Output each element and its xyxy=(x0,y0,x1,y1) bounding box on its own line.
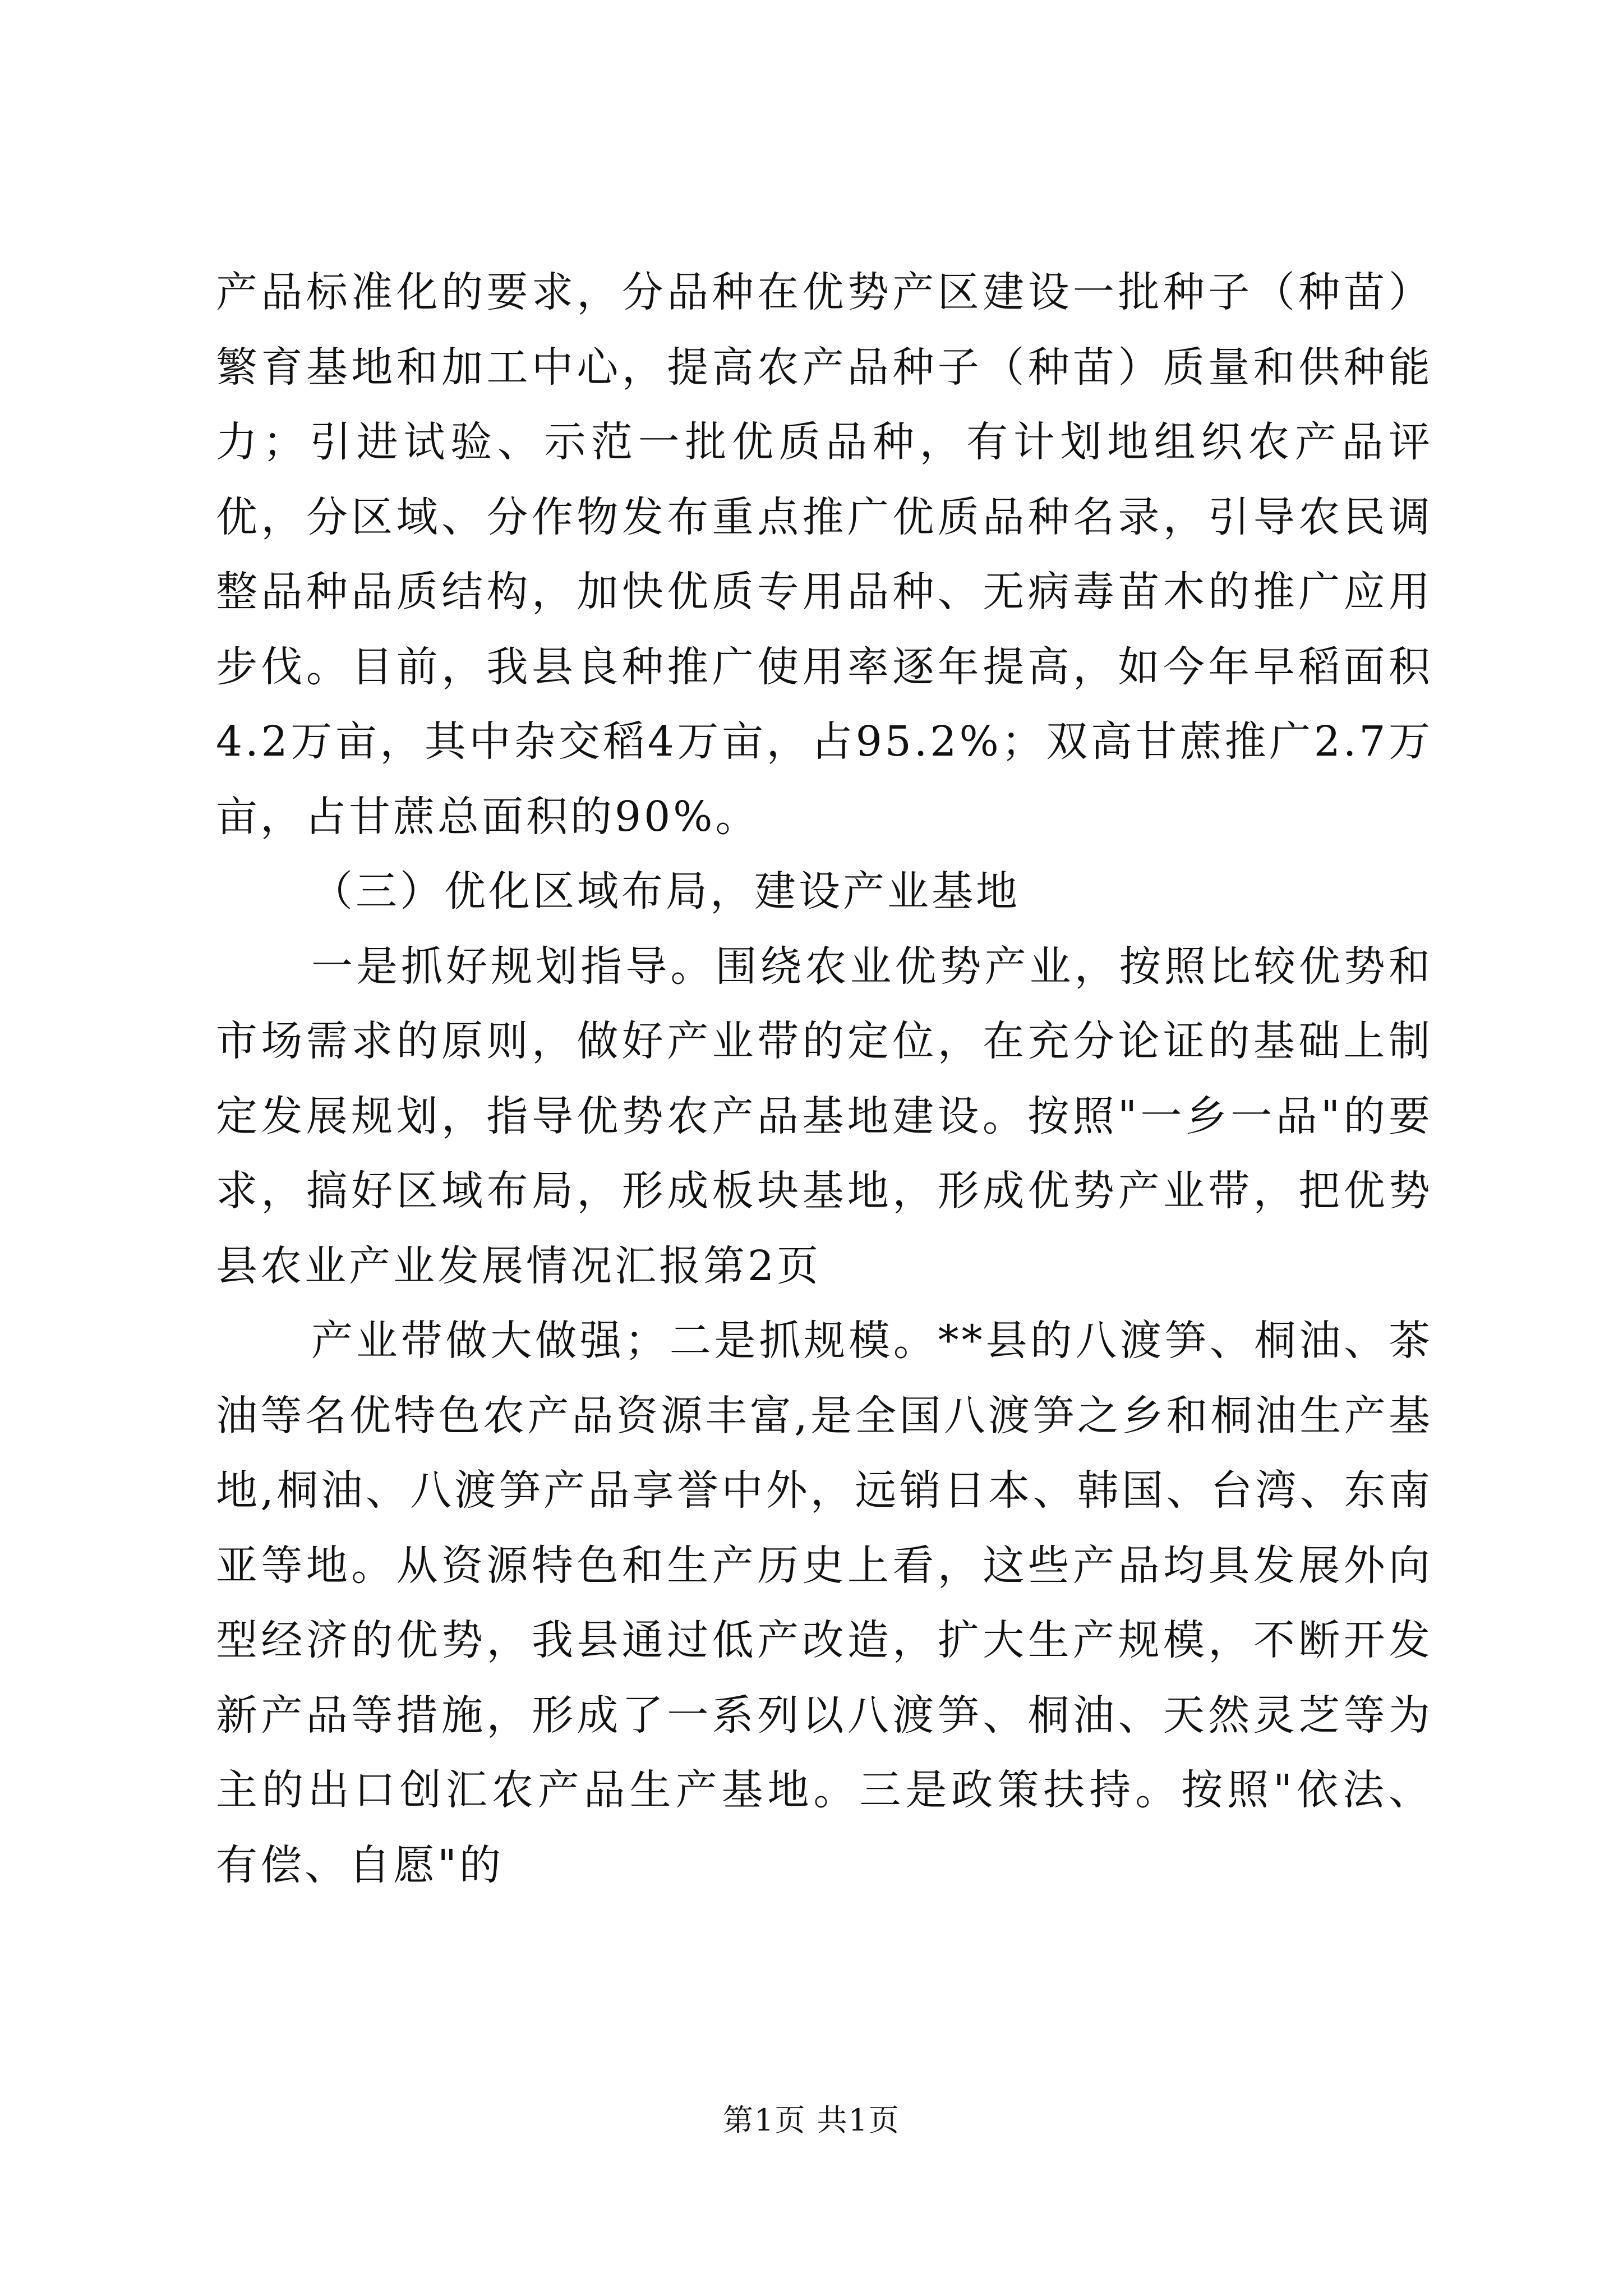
paragraph-scale-and-policy: 产业带做大做强；二是抓规模。**县的八渡笋、桐油、茶油等名优特色农产品资源丰富,是全国八渡笋之乡和桐油生产基地,桐油、八渡笋产品享誉中外，远销日本、韩国、台湾、东南亚等地。从资源特色和生产历史上看，这些产品均具发展外向型经济的优势，我县通过低产改造，扩大生产规模，不断开发新产品等措施，形成了一系列以八渡笋、桐油、天然灵芝等为主的出口创汇农产品生产基地。三是政策扶持。按照"依法、有偿、自愿"的 xyxy=(216,1317,1433,1889)
section-heading-regional-layout: （三）优化区域布局，建设产业基地 xyxy=(311,867,1020,915)
document-body xyxy=(216,255,1433,1903)
paragraph-seed-quality: 产品标准化的要求，分品种在优势产区建设一批种子（种苗）繁育基地和加工中心，提高农产品种子（种苗）质量和供种能力；引进试验、示范一批优质品种，有计划地组织农产品评优，分区域、分作物发布重点推广优质品种名录，引导农民调整品种品质结构，加快优质专用品种、无病毒苗木的推广应用步伐。目前，我县良种推广使用率逐年提高，如今年早稻面积4.2万亩，其中杂交稻4万亩，占95.2%；双高甘蔗推广2.7万亩，占甘蔗总面积的90%。 xyxy=(216,268,1433,841)
paragraph-planning-guidance: 一是抓好规划指导。围绕农业优势产业，按照比较优势和市场需求的原则，做好产业带的定位，在充分论证的基础上制定发展规划，指导优势农产品基地建设。按照"一乡一品"的要求，搞好区域布局，形成板块基地，形成优势产业带，把优势县农业产业发展情况汇报第2页 xyxy=(216,942,1433,1290)
page-footer xyxy=(0,2101,1623,2140)
page-number-label: 第1页 共1页 xyxy=(723,2102,900,2138)
